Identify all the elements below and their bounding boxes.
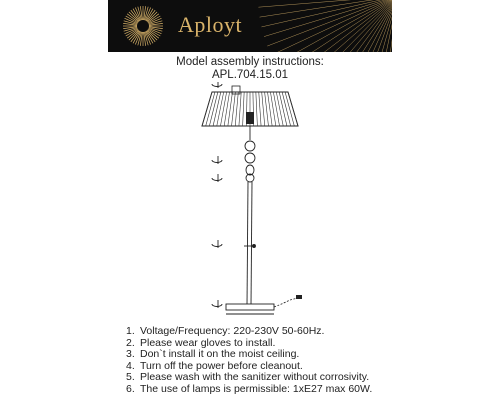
note-text: Turn off the power before cleanout. xyxy=(140,359,303,372)
note-text: Don`t install it on the moist ceiling. xyxy=(140,348,300,361)
note-text: The use of lamps is permissible: 1xE27 max 60W. xyxy=(140,382,373,395)
sunburst-logo-icon xyxy=(108,0,392,52)
note-text: Please wear gloves to install. xyxy=(140,336,276,349)
model-code: APL.704.15.01 xyxy=(211,69,289,81)
lamp-stem xyxy=(244,126,256,306)
note-text: Voltage/Frequency: 220-230V 50-60Hz. xyxy=(140,325,325,337)
brand-logo-text: Aployt xyxy=(178,12,243,37)
floor-lamp-drawing xyxy=(190,82,310,322)
note-number: 2. xyxy=(126,336,135,349)
note-number: 3. xyxy=(126,348,135,361)
lamp-base xyxy=(226,295,302,314)
note-number: 6. xyxy=(126,382,135,395)
installation-notes-list xyxy=(126,326,372,396)
document-title: Model assembly instructions: xyxy=(176,56,324,68)
brand-banner xyxy=(108,0,392,52)
lampshade xyxy=(202,86,298,126)
note-number: 4. xyxy=(126,359,135,372)
note-text: Please wash with the sanitizer without corrosivity. xyxy=(140,371,370,384)
note-item xyxy=(126,384,372,396)
note-number: 1. xyxy=(126,325,135,337)
note-number: 5. xyxy=(126,371,135,384)
light-rays-icon xyxy=(258,0,392,52)
